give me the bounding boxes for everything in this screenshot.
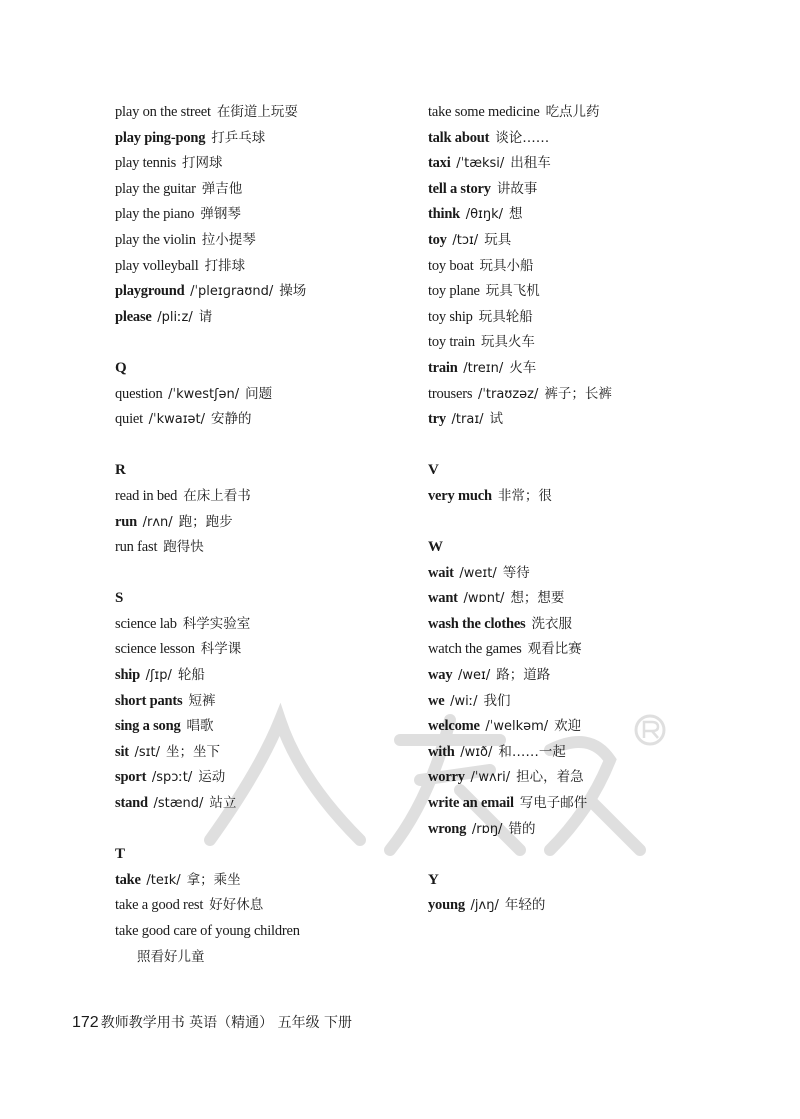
glossary-entry (428, 202, 748, 228)
entry-phonetic: /weɪt/ (459, 565, 497, 581)
entry-translation: 我们 (483, 692, 511, 709)
glossary-entry (428, 484, 748, 510)
entry-word: sport (115, 769, 147, 786)
glossary-entry (115, 279, 435, 305)
entry-phonetic: /ˈtæksi/ (456, 156, 505, 172)
glossary-entry (115, 663, 435, 689)
glossary-entry (115, 919, 435, 970)
section-letter: Y (428, 871, 439, 888)
entry-translation: 打乒乓球 (211, 129, 266, 146)
entry-phonetic: /stænd/ (153, 796, 204, 812)
glossary-entry (428, 126, 748, 152)
entry-phonetic: /rɒŋ/ (471, 821, 503, 837)
entry-word: want (428, 590, 458, 607)
section-gap (428, 433, 748, 459)
entry-translation: 打网球 (182, 155, 223, 172)
glossary-entry (115, 535, 435, 561)
entry-word: ship (115, 667, 140, 684)
entry-word: talk about (428, 129, 490, 146)
entry-phonetic: /wɪð/ (460, 744, 493, 760)
entry-translation: 玩具轮船 (478, 308, 533, 325)
section-gap (115, 561, 435, 587)
glossary-entry (115, 177, 435, 203)
glossary-entry (115, 254, 435, 280)
entry-translation: 打排球 (204, 257, 246, 274)
glossary-entry (115, 305, 435, 331)
entry-translation: 和……一起 (498, 743, 566, 760)
entry-translation: 弹吉他 (201, 180, 243, 197)
glossary-entry (115, 868, 435, 894)
glossary-entry (115, 637, 435, 663)
entry-phonetic: /ˈwʌri/ (470, 770, 511, 786)
entry-word: quiet (115, 411, 143, 428)
entry-translation: 年轻的 (504, 897, 546, 914)
entry-word: wrong (428, 820, 467, 837)
entry-word: trousers (428, 385, 473, 402)
glossary-entry (115, 100, 435, 126)
glossary-entry (428, 177, 748, 203)
entry-translation: 吃点儿药 (545, 104, 600, 120)
entry-translation: 想；想要 (510, 590, 565, 607)
entry-translation: 拉小提琴 (201, 231, 256, 248)
entry-translation: 试 (489, 411, 504, 428)
entry-phonetic: /ʃɪp/ (145, 668, 172, 684)
entry-word: write an email (428, 795, 514, 812)
entry-word: toy plane (428, 283, 480, 300)
entry-translation: 玩具小船 (479, 257, 534, 274)
entry-translation: 谈论…… (495, 129, 550, 146)
entry-translation: 好好休息 (209, 897, 264, 914)
entry-translation: 非常；很 (497, 487, 552, 504)
entry-word: watch the games (428, 641, 522, 658)
entry-phonetic: /θɪŋk/ (465, 207, 503, 223)
entry-word: science lab (115, 615, 177, 632)
entry-word: sing a song (115, 718, 181, 735)
entry-translation: 请 (198, 308, 213, 325)
entry-word: play on the street (115, 104, 211, 120)
entry-word: play tennis (115, 155, 177, 172)
entry-translation: 科学实验室 (182, 615, 251, 632)
entry-translation: 在街道上玩耍 (216, 104, 298, 120)
entry-word: take a good rest (115, 897, 204, 914)
entry-translation: 玩具 (484, 231, 512, 248)
page-number: 172 (72, 1014, 99, 1031)
entry-word: taxi (428, 155, 451, 172)
entry-word: tell a story (428, 180, 491, 197)
entry-phonetic: /wiː/ (450, 693, 478, 709)
glossary-entry (428, 382, 748, 408)
section-gap (428, 510, 748, 536)
entry-phonetic: /traɪ/ (451, 412, 484, 428)
glossary-entry (115, 228, 435, 254)
entry-translation: 路；道路 (496, 667, 551, 684)
entry-translation: 洗衣服 (531, 615, 572, 632)
entry-word: train (428, 359, 458, 376)
entry-word: toy ship (428, 308, 473, 325)
entry-word: playground (115, 283, 185, 300)
entry-word: toy train (428, 334, 475, 351)
glossary-entry (428, 279, 748, 305)
entry-phonetic: /ˈtraʊzəz/ (477, 386, 539, 402)
glossary-entry (115, 151, 435, 177)
entry-translation: 安静的 (211, 411, 252, 428)
publisher-watermark-icon (170, 700, 670, 860)
entry-word: way (428, 667, 453, 684)
entry-translation: 照看好儿童 (137, 948, 205, 965)
glossary-entry (115, 382, 435, 408)
glossary-entry (115, 126, 435, 152)
entry-translation: 观看比赛 (527, 641, 582, 658)
entry-phonetic: /ˈpleɪɡraʊnd/ (190, 284, 274, 300)
entry-word: read in bed (115, 487, 178, 504)
entry-translation: 科学课 (200, 641, 242, 658)
glossary-entry (428, 663, 748, 689)
entry-word: question (115, 385, 163, 402)
entry-translation: 操场 (279, 283, 307, 300)
entry-translation: 玩具飞机 (485, 283, 540, 300)
entry-word: play the guitar (115, 180, 196, 197)
page-footer (72, 1012, 352, 1032)
section-gap (115, 433, 435, 459)
entry-phonetic: /weɪ/ (458, 668, 491, 684)
section-letter: R (115, 462, 126, 479)
entry-word: with (428, 743, 455, 760)
entry-phonetic: /jʌŋ/ (470, 898, 499, 914)
entry-phonetic: /tɔɪ/ (452, 232, 479, 248)
entry-translation: 唱歌 (186, 718, 214, 735)
entry-phonetic: /ˈwelkəm/ (485, 719, 549, 735)
entry-translation: 问题 (245, 385, 273, 402)
entry-word: take (115, 871, 141, 888)
glossary-entry (115, 893, 435, 919)
entry-word: play the piano (115, 206, 195, 223)
entry-translation: 担心，着急 (516, 769, 584, 786)
entry-word: stand (115, 795, 148, 812)
glossary-entry (428, 561, 748, 587)
entry-word: very much (428, 487, 492, 504)
glossary-entry (428, 612, 748, 638)
entry-translation: 错的 (508, 820, 536, 837)
entry-translation: 想 (509, 206, 523, 223)
entry-phonetic: /ˈkwaɪət/ (148, 412, 206, 428)
entry-word: welcome (428, 718, 480, 735)
glossary-entry (428, 254, 748, 280)
entry-word: play ping-pong (115, 129, 206, 146)
glossary-entry (115, 510, 435, 536)
glossary-entry (428, 330, 748, 356)
glossary-entry (428, 228, 748, 254)
entry-translation: 轮船 (177, 667, 205, 684)
entry-translation: 在床上看书 (183, 487, 251, 504)
entry-word: please (115, 308, 152, 325)
entry-phonetic: /spɔːt/ (151, 770, 193, 786)
entry-translation: 运动 (198, 769, 226, 786)
book-title: 教师教学用书 英语（精通） 五年级 下册 (100, 1015, 353, 1031)
entry-translation: 写电子邮件 (519, 795, 588, 812)
glossary-entry (428, 356, 748, 382)
section-letter: V (428, 462, 439, 479)
glossary-entry (428, 407, 748, 433)
entry-translation: 拿；乘坐 (186, 871, 241, 888)
glossary-entry (428, 637, 748, 663)
entry-word: wash the clothes (428, 615, 526, 632)
glossary-entry (115, 484, 435, 510)
glossary-entry (428, 305, 748, 331)
entry-word: try (428, 411, 446, 428)
entry-word: sit (115, 743, 129, 760)
entry-word: take some medicine (428, 104, 540, 120)
entry-word: toy boat (428, 257, 474, 274)
entry-word: we (428, 692, 445, 709)
glossary-entry (115, 407, 435, 433)
entry-phonetic: /ˈkwestʃən/ (168, 386, 240, 402)
entry-phonetic: /teɪk/ (146, 872, 181, 888)
entry-phonetic: /sɪt/ (134, 744, 160, 760)
glossary-entry (115, 202, 435, 228)
glossary-entry (428, 100, 748, 126)
section-letter: W (428, 539, 443, 556)
glossary-entry (115, 612, 435, 638)
entry-phonetic: /rʌn/ (142, 514, 173, 530)
entry-translation: 出租车 (510, 155, 551, 172)
entry-word: play volleyball (115, 257, 199, 274)
entry-translation: 裤子；长裤 (544, 385, 612, 402)
entry-word: young (428, 897, 465, 914)
entry-translation: 站立 (209, 795, 237, 812)
entry-word: think (428, 206, 461, 223)
section-letter: T (115, 846, 126, 863)
entry-phonetic: /pliːz/ (157, 309, 193, 325)
entry-translation: 火车 (509, 359, 537, 376)
entry-translation: 坐；坐下 (166, 743, 220, 760)
entry-translation: 跑得快 (163, 539, 204, 556)
glossary-entry (428, 586, 748, 612)
entry-phonetic: /wɒnt/ (463, 591, 505, 607)
entry-translation: 短裤 (188, 692, 216, 709)
section-gap (115, 330, 435, 356)
entry-word: science lesson (115, 641, 195, 658)
entry-translation: 玩具火车 (480, 334, 535, 351)
entry-word: take good care of young children (115, 923, 300, 939)
entry-word: run (115, 513, 137, 530)
entry-translation: 弹钢琴 (200, 206, 241, 223)
entry-word: run fast (115, 539, 158, 556)
entry-translation: 讲故事 (496, 180, 538, 197)
entry-phonetic: /treɪn/ (463, 360, 504, 376)
entry-word: toy (428, 231, 447, 248)
glossary-entry (428, 151, 748, 177)
entry-word: worry (428, 769, 465, 786)
glossary-entry (428, 893, 748, 919)
section-letter: S (115, 590, 124, 607)
entry-word: wait (428, 564, 454, 581)
section-letter: Q (115, 359, 127, 376)
entry-translation: 等待 (502, 564, 530, 581)
entry-translation: 跑；跑步 (178, 513, 233, 530)
entry-translation: 欢迎 (554, 718, 582, 735)
entry-word: play the violin (115, 231, 196, 248)
entry-word: short pants (115, 692, 183, 709)
